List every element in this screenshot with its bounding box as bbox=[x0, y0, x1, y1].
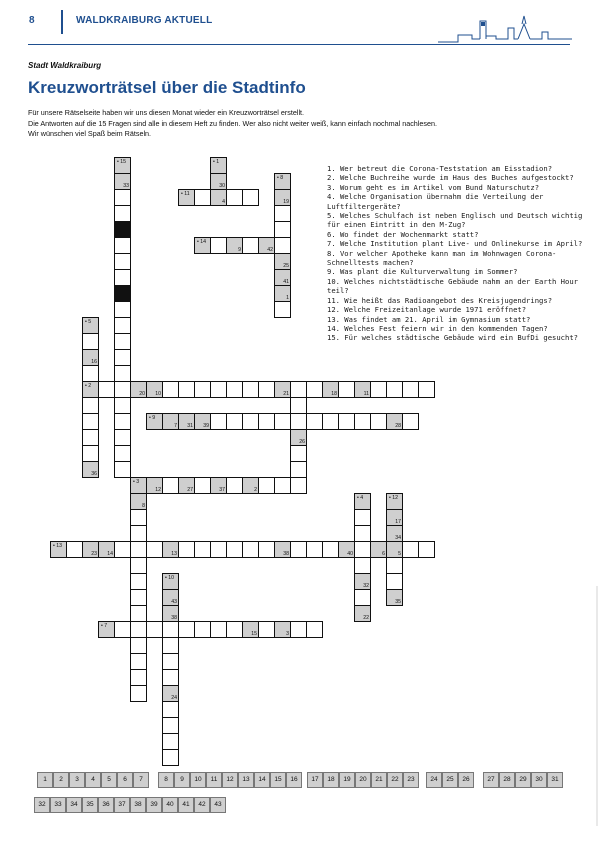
solution-box[interactable]: 2 bbox=[53, 772, 69, 788]
crossword-cell[interactable] bbox=[226, 621, 243, 638]
solution-box[interactable]: 1 bbox=[37, 772, 53, 788]
crossword-cell[interactable] bbox=[130, 685, 147, 702]
crossword-cell[interactable] bbox=[178, 477, 195, 494]
solution-box[interactable]: 40 bbox=[162, 797, 178, 813]
crossword-cell[interactable] bbox=[114, 205, 131, 222]
solution-index: 34 bbox=[395, 535, 401, 541]
intro-line: Die Antworten auf die 15 Fragen sind alle in diesem Heft zu finden. Wer also nicht weiter weiß, kann einfach nochmal nachlesen. bbox=[28, 118, 437, 128]
crossword-cell[interactable] bbox=[114, 381, 131, 398]
crossword-cell[interactable] bbox=[290, 621, 307, 638]
crossword-cell[interactable] bbox=[130, 605, 147, 622]
solution-index: 32 bbox=[363, 583, 369, 589]
solution-box[interactable]: 29 bbox=[515, 772, 531, 788]
crossword-cell[interactable] bbox=[258, 237, 275, 254]
crossword-cell[interactable] bbox=[418, 381, 435, 398]
crossword-cell[interactable] bbox=[98, 381, 115, 398]
crossword-cell[interactable] bbox=[82, 429, 99, 446]
headline: Kreuzworträtsel über die Stadtinfo bbox=[28, 78, 306, 97]
crossword-cell[interactable] bbox=[82, 413, 99, 430]
clue-start-label: • 9 bbox=[149, 415, 156, 421]
crossword-cell[interactable] bbox=[290, 429, 307, 446]
crossword-cell[interactable] bbox=[370, 541, 387, 558]
solution-index: 25 bbox=[283, 263, 289, 269]
clue-start-label: • 10 bbox=[165, 575, 175, 581]
clue-start-label: • 8 bbox=[277, 175, 284, 181]
crossword-cell[interactable] bbox=[386, 557, 403, 574]
clue-start-label: • 15 bbox=[117, 159, 127, 165]
solution-index: 30 bbox=[219, 183, 225, 189]
clue: 13. Was findet am 21. April im Gymnasium statt? bbox=[327, 314, 531, 324]
clue-list bbox=[327, 164, 587, 343]
crossword-cell[interactable] bbox=[386, 493, 403, 510]
clue-start-label: • 4 bbox=[357, 495, 364, 501]
crossword-cell[interactable] bbox=[162, 749, 179, 766]
crossword-cell[interactable] bbox=[290, 541, 307, 558]
crossword-cell[interactable] bbox=[162, 477, 179, 494]
solution-index: 43 bbox=[171, 599, 177, 605]
solution-index: 9 bbox=[238, 247, 241, 253]
clue: 7. Welche Institution plant Live- und Onlinekurse im April? bbox=[327, 239, 583, 249]
crossword-cell[interactable] bbox=[114, 333, 131, 350]
crossword-cell[interactable] bbox=[210, 621, 227, 638]
clue: 3. Worum geht es im Artikel vom Bund Naturschutz? bbox=[327, 182, 540, 192]
solution-box[interactable]: 18 bbox=[323, 772, 339, 788]
crossword-cell[interactable] bbox=[274, 477, 291, 494]
crossword-cell[interactable] bbox=[162, 413, 179, 430]
clue-start-label: • 14 bbox=[197, 239, 207, 245]
crossword-cell[interactable] bbox=[306, 381, 323, 398]
crossword-cell[interactable] bbox=[82, 445, 99, 462]
crossword-cell[interactable] bbox=[178, 621, 195, 638]
solution-index: 38 bbox=[171, 615, 177, 621]
crossword-cell[interactable] bbox=[82, 397, 99, 414]
solution-box[interactable]: 15 bbox=[270, 772, 286, 788]
crossword-cell[interactable] bbox=[114, 621, 131, 638]
crossword-cell[interactable] bbox=[354, 557, 371, 574]
crossword-cell[interactable] bbox=[130, 637, 147, 654]
solution-box[interactable]: 22 bbox=[387, 772, 403, 788]
crossword-cell[interactable] bbox=[402, 541, 419, 558]
solution-index: 26 bbox=[299, 439, 305, 445]
solution-box[interactable]: 12 bbox=[222, 772, 238, 788]
crossword-cell[interactable] bbox=[130, 621, 147, 638]
clue: 15. Für welches städtische Gebäude wird ein BufDi gesucht? bbox=[327, 333, 578, 343]
crossword-cell[interactable] bbox=[114, 317, 131, 334]
solution-box[interactable]: 5 bbox=[101, 772, 117, 788]
solution-box[interactable]: 38 bbox=[130, 797, 146, 813]
crossword-cell[interactable] bbox=[274, 173, 291, 190]
crossword-cell[interactable] bbox=[178, 541, 195, 558]
crossword-cell[interactable] bbox=[386, 573, 403, 590]
solution-index: 8 bbox=[142, 503, 145, 509]
solution-box[interactable]: 32 bbox=[34, 797, 50, 813]
crossword-cell[interactable] bbox=[322, 541, 339, 558]
crossword-cell[interactable] bbox=[162, 573, 179, 590]
clue: 12. Welche Freizeitanlage wurde 1971 eröffnet? bbox=[327, 305, 527, 315]
crossword-cell[interactable] bbox=[114, 429, 131, 446]
crossword-cell[interactable] bbox=[82, 365, 99, 382]
crossword-cell[interactable] bbox=[274, 253, 291, 270]
crossword-cell[interactable] bbox=[386, 541, 403, 558]
solution-index: 19 bbox=[283, 199, 289, 205]
crossword-cell[interactable] bbox=[146, 381, 163, 398]
crossword-cell[interactable] bbox=[258, 541, 275, 558]
crossword-cell[interactable] bbox=[242, 541, 259, 558]
crossword-cell[interactable] bbox=[98, 541, 115, 558]
solution-box[interactable]: 11 bbox=[206, 772, 222, 788]
solution-box[interactable]: 13 bbox=[238, 772, 254, 788]
crossword-cell[interactable] bbox=[274, 541, 291, 558]
clue: 14. Welches Fest feiern wir in den kommenden Tagen? bbox=[327, 323, 548, 333]
crossword-cell[interactable] bbox=[210, 381, 227, 398]
crossword-cell[interactable] bbox=[274, 301, 291, 318]
crossword-cell[interactable] bbox=[162, 605, 179, 622]
crossword-cell[interactable] bbox=[258, 621, 275, 638]
crossword-cell[interactable] bbox=[226, 541, 243, 558]
crossword-cell[interactable] bbox=[194, 237, 211, 254]
crossword-cell[interactable] bbox=[274, 189, 291, 206]
crossword-cell[interactable] bbox=[194, 621, 211, 638]
clue-start-label: • 11 bbox=[181, 191, 190, 197]
clue: 10. Welches nichtstädtische Gebäude nahm an der Earth Hour teil? bbox=[327, 276, 578, 296]
solution-box[interactable]: 39 bbox=[146, 797, 162, 813]
solution-index: 11 bbox=[363, 391, 369, 397]
solution-box[interactable]: 17 bbox=[307, 772, 323, 788]
clue-start-label: • 2 bbox=[85, 383, 92, 389]
clue-start-label: • 3 bbox=[133, 479, 140, 485]
clue-start-label: • 1 bbox=[213, 159, 220, 165]
solution-index: 38 bbox=[283, 551, 289, 557]
crossword-cell[interactable] bbox=[82, 541, 99, 558]
solution-index: 22 bbox=[363, 615, 369, 621]
crossword-cell[interactable] bbox=[130, 525, 147, 542]
crossword-cell[interactable] bbox=[114, 237, 131, 254]
crossword-cell[interactable] bbox=[82, 381, 99, 398]
crossword-cell[interactable] bbox=[114, 253, 131, 270]
solution-box[interactable]: 24 bbox=[426, 772, 442, 788]
crossword-cell[interactable] bbox=[210, 413, 227, 430]
crossword-cell[interactable] bbox=[130, 589, 147, 606]
solution-box[interactable]: 41 bbox=[178, 797, 194, 813]
crossword-cell[interactable] bbox=[210, 173, 227, 190]
solution-box[interactable]: 19 bbox=[339, 772, 355, 788]
crossword-cell[interactable] bbox=[130, 381, 147, 398]
solution-index: 12 bbox=[155, 487, 161, 493]
crossword-cell[interactable] bbox=[162, 541, 179, 558]
crossword-cell[interactable] bbox=[242, 621, 259, 638]
magazine-title: WALDKRAIBURG AKTUELL bbox=[76, 15, 213, 26]
crossword-cell[interactable] bbox=[162, 701, 179, 718]
solution-index: 28 bbox=[395, 423, 401, 429]
solution-index: 27 bbox=[187, 487, 193, 493]
crossword-cell[interactable] bbox=[290, 445, 307, 462]
solution-box[interactable]: 10 bbox=[190, 772, 206, 788]
crossword-cell[interactable] bbox=[82, 333, 99, 350]
crossword-cell[interactable] bbox=[226, 477, 243, 494]
crossword-cell[interactable] bbox=[210, 477, 227, 494]
crossword-cell[interactable] bbox=[146, 413, 163, 430]
crossword-cell[interactable] bbox=[242, 189, 259, 206]
solution-box[interactable]: 4 bbox=[85, 772, 101, 788]
solution-index: 41 bbox=[283, 279, 289, 285]
crossword-cell[interactable] bbox=[162, 653, 179, 670]
crossword-cell[interactable] bbox=[50, 541, 67, 558]
solution-index: 33 bbox=[123, 183, 129, 189]
crossword-cell[interactable] bbox=[114, 157, 131, 174]
crossword-cell[interactable] bbox=[354, 381, 371, 398]
crossword-cell[interactable] bbox=[210, 157, 227, 174]
solution-index: 1 bbox=[286, 295, 289, 301]
solution-index: 5 bbox=[398, 551, 401, 557]
crossword-cell[interactable] bbox=[402, 381, 419, 398]
crossword-cell[interactable] bbox=[130, 477, 147, 494]
crossword-cell[interactable] bbox=[66, 541, 83, 558]
crossword-cell[interactable] bbox=[274, 381, 291, 398]
crossword-cell[interactable] bbox=[370, 381, 387, 398]
crossword-cell[interactable] bbox=[258, 477, 275, 494]
crossword-cell[interactable] bbox=[194, 189, 211, 206]
crossword-cell[interactable] bbox=[162, 669, 179, 686]
crossword-cell[interactable] bbox=[354, 605, 371, 622]
crossword-cell[interactable] bbox=[290, 413, 307, 430]
solution-index: 42 bbox=[267, 247, 273, 253]
solution-index: 4 bbox=[222, 199, 225, 205]
crossword-cell[interactable] bbox=[306, 621, 323, 638]
solution-box[interactable]: 35 bbox=[82, 797, 98, 813]
solution-index: 3 bbox=[286, 631, 289, 637]
crossword-cell[interactable] bbox=[194, 477, 211, 494]
crossword-cell[interactable] bbox=[162, 637, 179, 654]
solution-index: 7 bbox=[174, 423, 177, 429]
solution-box[interactable]: 43 bbox=[210, 797, 226, 813]
crossword-cell[interactable] bbox=[274, 221, 291, 238]
crossword-cell[interactable] bbox=[130, 573, 147, 590]
crossword-cell[interactable] bbox=[274, 205, 291, 222]
crossword-cell[interactable] bbox=[418, 541, 435, 558]
crossword-cell[interactable] bbox=[130, 493, 147, 510]
crossword-cell[interactable] bbox=[226, 189, 243, 206]
solution-box[interactable]: 20 bbox=[355, 772, 371, 788]
crossword-cell[interactable] bbox=[114, 541, 131, 558]
solution-box[interactable]: 3 bbox=[69, 772, 85, 788]
solution-box[interactable]: 14 bbox=[254, 772, 270, 788]
solution-box[interactable]: 27 bbox=[483, 772, 499, 788]
crossword-cell[interactable] bbox=[386, 381, 403, 398]
solution-index: 37 bbox=[219, 487, 225, 493]
clue-start-label: • 7 bbox=[101, 623, 108, 629]
solution-box[interactable]: 37 bbox=[114, 797, 130, 813]
crossword-cell[interactable] bbox=[114, 461, 131, 478]
crossword-cell[interactable] bbox=[274, 413, 291, 430]
crossword-cell[interactable] bbox=[162, 381, 179, 398]
crossword-cell[interactable] bbox=[114, 349, 131, 366]
crossword-cell[interactable] bbox=[114, 189, 131, 206]
crossword-cell[interactable] bbox=[402, 413, 419, 430]
crossword-cell[interactable] bbox=[130, 653, 147, 670]
solution-box[interactable]: 26 bbox=[458, 772, 474, 788]
crossword-cell[interactable] bbox=[194, 381, 211, 398]
crossword-cell[interactable] bbox=[354, 525, 371, 542]
crossword-cell[interactable] bbox=[146, 541, 163, 558]
crossword-cell[interactable] bbox=[146, 477, 163, 494]
section-label: Stadt Waldkraiburg bbox=[28, 61, 102, 70]
solution-index: 10 bbox=[155, 391, 161, 397]
solution-box[interactable]: 6 bbox=[117, 772, 133, 788]
crossword-cell[interactable] bbox=[274, 621, 291, 638]
solution-box[interactable]: 42 bbox=[194, 797, 210, 813]
solution-index: 20 bbox=[139, 391, 145, 397]
solution-index: 31 bbox=[187, 423, 193, 429]
crossword-cell[interactable] bbox=[114, 269, 131, 286]
crossword-cell[interactable] bbox=[306, 541, 323, 558]
solution-index: 16 bbox=[91, 359, 97, 365]
crossword-cell[interactable] bbox=[82, 349, 99, 366]
crossword-cell[interactable] bbox=[162, 589, 179, 606]
crossword-cell[interactable] bbox=[354, 413, 371, 430]
crossword-cell[interactable] bbox=[322, 413, 339, 430]
crossword-cell[interactable] bbox=[162, 621, 179, 638]
crossword-cell[interactable] bbox=[386, 413, 403, 430]
crossword-cell[interactable] bbox=[354, 589, 371, 606]
crossword-cell[interactable] bbox=[178, 189, 195, 206]
clue: 8. Vor welcher Apotheke kann man im Wohnwagen Corona-Schnelltests machen? bbox=[327, 248, 557, 268]
crossword-cell[interactable] bbox=[290, 477, 307, 494]
crossword-cell[interactable] bbox=[274, 269, 291, 286]
crossword-cell[interactable] bbox=[82, 461, 99, 478]
clue: 6. Wo findet der Wochenmarkt statt? bbox=[327, 229, 479, 239]
crossword-cell[interactable] bbox=[162, 717, 179, 734]
clue: 11. Wie heißt das Radioangebot des Kreisjugendrings? bbox=[327, 295, 553, 305]
crossword-cell[interactable] bbox=[242, 381, 259, 398]
solution-box[interactable]: 23 bbox=[403, 772, 419, 788]
crossword-cell[interactable] bbox=[162, 733, 179, 750]
crossword-cell[interactable] bbox=[322, 381, 339, 398]
crossword-cell[interactable] bbox=[194, 541, 211, 558]
crossword-cell[interactable] bbox=[338, 381, 355, 398]
crossword-cell[interactable] bbox=[354, 509, 371, 526]
solution-box[interactable]: 30 bbox=[531, 772, 547, 788]
blocked-cell bbox=[114, 285, 131, 302]
crossword-cell[interactable] bbox=[386, 525, 403, 542]
crossword-cell[interactable] bbox=[226, 413, 243, 430]
solution-index: 21 bbox=[283, 391, 289, 397]
page-number: 8 bbox=[29, 15, 35, 26]
crossword-cell[interactable] bbox=[114, 445, 131, 462]
crossword-cell[interactable] bbox=[242, 477, 259, 494]
clue-start-label: • 13 bbox=[53, 543, 63, 549]
clue-start-label: • 5 bbox=[85, 319, 92, 325]
crossword-cell[interactable] bbox=[146, 621, 163, 638]
solution-box[interactable]: 28 bbox=[499, 772, 515, 788]
clue: 1. Wer betreut die Corona-Teststation am Eisstadion? bbox=[327, 164, 553, 173]
solution-index: 23 bbox=[91, 551, 97, 557]
crossword-cell[interactable] bbox=[258, 413, 275, 430]
solution-box[interactable]: 7 bbox=[133, 772, 149, 788]
crossword-cell[interactable] bbox=[354, 493, 371, 510]
solution-box[interactable]: 31 bbox=[547, 772, 563, 788]
crossword-cell[interactable] bbox=[114, 365, 131, 382]
crossword-cell[interactable] bbox=[258, 381, 275, 398]
crossword-cell[interactable] bbox=[338, 413, 355, 430]
clue: 9. Was plant die Kulturverwaltung im Sommer? bbox=[327, 267, 518, 277]
crossword-cell[interactable] bbox=[130, 509, 147, 526]
crossword-cell[interactable] bbox=[242, 237, 259, 254]
crossword-cell[interactable] bbox=[194, 413, 211, 430]
crossword-cell[interactable] bbox=[162, 685, 179, 702]
crossword-cell[interactable] bbox=[130, 541, 147, 558]
crossword-cell[interactable] bbox=[306, 413, 323, 430]
solution-box[interactable]: 36 bbox=[98, 797, 114, 813]
crossword-cell[interactable] bbox=[338, 541, 355, 558]
crossword-cell[interactable] bbox=[226, 381, 243, 398]
solution-box[interactable]: 33 bbox=[50, 797, 66, 813]
crossword-cell[interactable] bbox=[114, 173, 131, 190]
crossword-cell[interactable] bbox=[114, 413, 131, 430]
solution-box[interactable]: 8 bbox=[158, 772, 174, 788]
crossword-cell[interactable] bbox=[290, 397, 307, 414]
crossword-cell[interactable] bbox=[178, 381, 195, 398]
solution-index: 18 bbox=[331, 391, 337, 397]
crossword-cell[interactable] bbox=[210, 237, 227, 254]
crossword-cell[interactable] bbox=[274, 237, 291, 254]
clue: 4. Welche Organisation übernahm die Verteilung der Luftfiltergeräte? bbox=[327, 192, 544, 211]
solution-index: 13 bbox=[171, 551, 177, 557]
solution-box[interactable]: 16 bbox=[286, 772, 302, 788]
crossword-cell[interactable] bbox=[386, 509, 403, 526]
crossword-cell[interactable] bbox=[290, 381, 307, 398]
solution-index: 39 bbox=[203, 423, 209, 429]
crossword-cell[interactable] bbox=[354, 541, 371, 558]
crossword-cell[interactable] bbox=[130, 669, 147, 686]
crossword-cell[interactable] bbox=[178, 413, 195, 430]
solution-box[interactable]: 9 bbox=[174, 772, 190, 788]
clue: 2. Welche Buchreihe wurde im Haus des Buches aufgestockt? bbox=[327, 173, 574, 183]
intro-line: Wir wünschen viel Spaß beim Rätseln. bbox=[28, 129, 152, 138]
crossword-cell[interactable] bbox=[290, 461, 307, 478]
solution-index: 35 bbox=[395, 599, 401, 605]
solution-index: 15 bbox=[251, 631, 257, 637]
intro-line: Für unsere Rätselseite haben wir uns diesen Monat wieder ein Kreuzworträtsel erstellt. bbox=[28, 108, 305, 117]
blocked-cell bbox=[114, 221, 131, 238]
solution-index: 17 bbox=[395, 519, 401, 525]
crossword-cell[interactable] bbox=[370, 413, 387, 430]
crossword-cell[interactable] bbox=[242, 413, 259, 430]
crossword-cell[interactable] bbox=[98, 621, 115, 638]
solution-index: 40 bbox=[347, 551, 353, 557]
crossword-cell[interactable] bbox=[226, 237, 243, 254]
crossword-cell[interactable] bbox=[210, 189, 227, 206]
solution-index: 6 bbox=[382, 551, 385, 557]
crossword-cell[interactable] bbox=[354, 573, 371, 590]
crossword-cell[interactable] bbox=[274, 285, 291, 302]
crossword-cell[interactable] bbox=[130, 557, 147, 574]
clue: 5. Welches Schulfach ist neben Englisch und Deutsch wichtig für einen Eintritt in den M-Zug? bbox=[327, 211, 583, 230]
solution-box[interactable]: 21 bbox=[371, 772, 387, 788]
crossword-cell[interactable] bbox=[210, 541, 227, 558]
solution-index: 2 bbox=[254, 487, 257, 493]
solution-box[interactable]: 25 bbox=[442, 772, 458, 788]
crossword-cell[interactable] bbox=[82, 317, 99, 334]
solution-index: 24 bbox=[171, 695, 177, 701]
crossword-cell[interactable] bbox=[114, 301, 131, 318]
crossword-cell[interactable] bbox=[114, 397, 131, 414]
solution-index: 36 bbox=[91, 471, 97, 477]
crossword-cell[interactable] bbox=[386, 589, 403, 606]
solution-box[interactable]: 34 bbox=[66, 797, 82, 813]
clue-start-label: • 12 bbox=[389, 495, 399, 501]
solution-index: 14 bbox=[107, 551, 113, 557]
